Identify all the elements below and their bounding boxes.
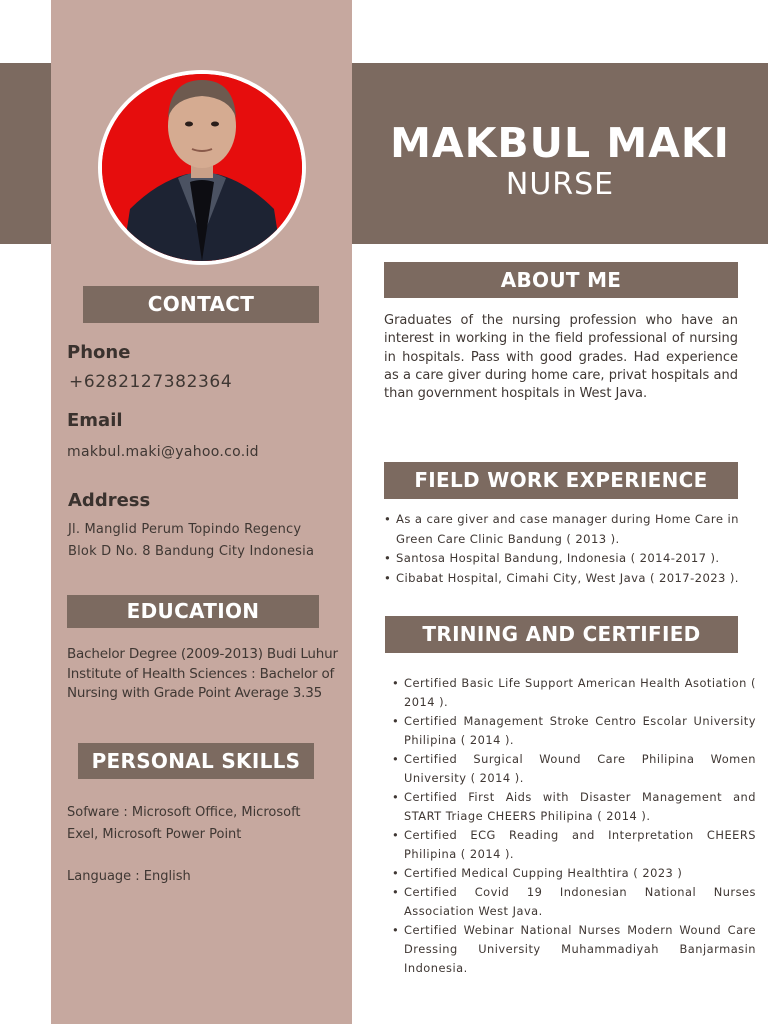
software-skills: Sofware : Microsoft Office, Microsoft Exel, Microsoft Power Point: [67, 805, 301, 842]
education-heading: EDUCATION: [67, 595, 319, 628]
training-item: • Certified Webinar National Nurses Modern Wound Care Dressing University Muhammadiyah Banjarmasin Indonesia.: [392, 921, 756, 978]
experience-list: [384, 510, 750, 588]
training-item: • Certified ECG Reading and Interpretation CHEERS Philipina ( 2014 ).: [392, 826, 756, 864]
address-line-1: Jl. Manglid Perum Topindo Regency: [68, 522, 302, 537]
training-item: • Certified Basic Life Support American Health Asotiation ( 2014 ).: [392, 674, 756, 712]
phone-number: +6282127382364: [69, 372, 233, 392]
about-heading: ABOUT ME: [384, 262, 738, 298]
language-skill: Language : English: [67, 869, 191, 884]
person-avatar-icon: [102, 74, 302, 261]
personal-skills-heading: PERSONAL SKILLS: [78, 743, 314, 779]
person-role: NURSE: [505, 167, 615, 202]
phone-label: Phone: [67, 342, 131, 363]
profile-photo: [98, 70, 306, 265]
training-list: [392, 674, 756, 978]
experience-item: • As a care giver and case manager during Home Care in Green Care Clinic Bandung ( 2013 ).: [384, 510, 750, 549]
experience-item: • Santosa Hospital Bandung, Indonesia ( 2014-2017 ).: [384, 549, 750, 569]
training-item: • Certified Management Stroke Centro Escolar University Philipina ( 2014 ).: [392, 712, 756, 750]
training-item: • Certified First Aids with Disaster Management and START Triage CHEERS Philipina ( 2014 ).: [392, 788, 756, 826]
contact-heading: CONTACT: [83, 286, 319, 323]
training-item: • Certified Surgical Wound Care Philipina Women University ( 2014 ).: [392, 750, 756, 788]
person-name: MAKBUL MAKI: [390, 119, 730, 167]
address-line-2: Blok D No. 8 Bandung City Indonesia: [68, 544, 315, 559]
training-item: • Certified Covid 19 Indonesian National Nurses Association West Java.: [392, 883, 756, 921]
header-band-left: [0, 63, 51, 244]
training-item: • Certified Medical Cupping Healthtira ( 2023 ): [392, 864, 756, 883]
email-label: Email: [67, 410, 123, 431]
name-block: [352, 63, 768, 244]
email-address: makbul.maki@yahoo.co.id: [67, 444, 259, 460]
experience-heading: FIELD WORK EXPERIENCE: [384, 462, 738, 499]
training-heading: TRINING AND CERTIFIED: [385, 616, 738, 653]
address-label: Address: [68, 490, 151, 511]
education-text: Bachelor Degree (2009-2013) Budi Luhur Institute of Health Sciences : Bachelor of Nursing with Grade Point Average 3.35: [67, 646, 338, 701]
about-text: Graduates of the nursing profession who have an interest in working in the field professional of nursing in hospitals. Pass with good grades. Had experience as a care giver during home care, privat hospitals and than government hospitals in West Java.: [384, 313, 738, 402]
experience-item: • Cibabat Hospital, Cimahi City, West Java ( 2017-2023 ).: [384, 569, 750, 589]
